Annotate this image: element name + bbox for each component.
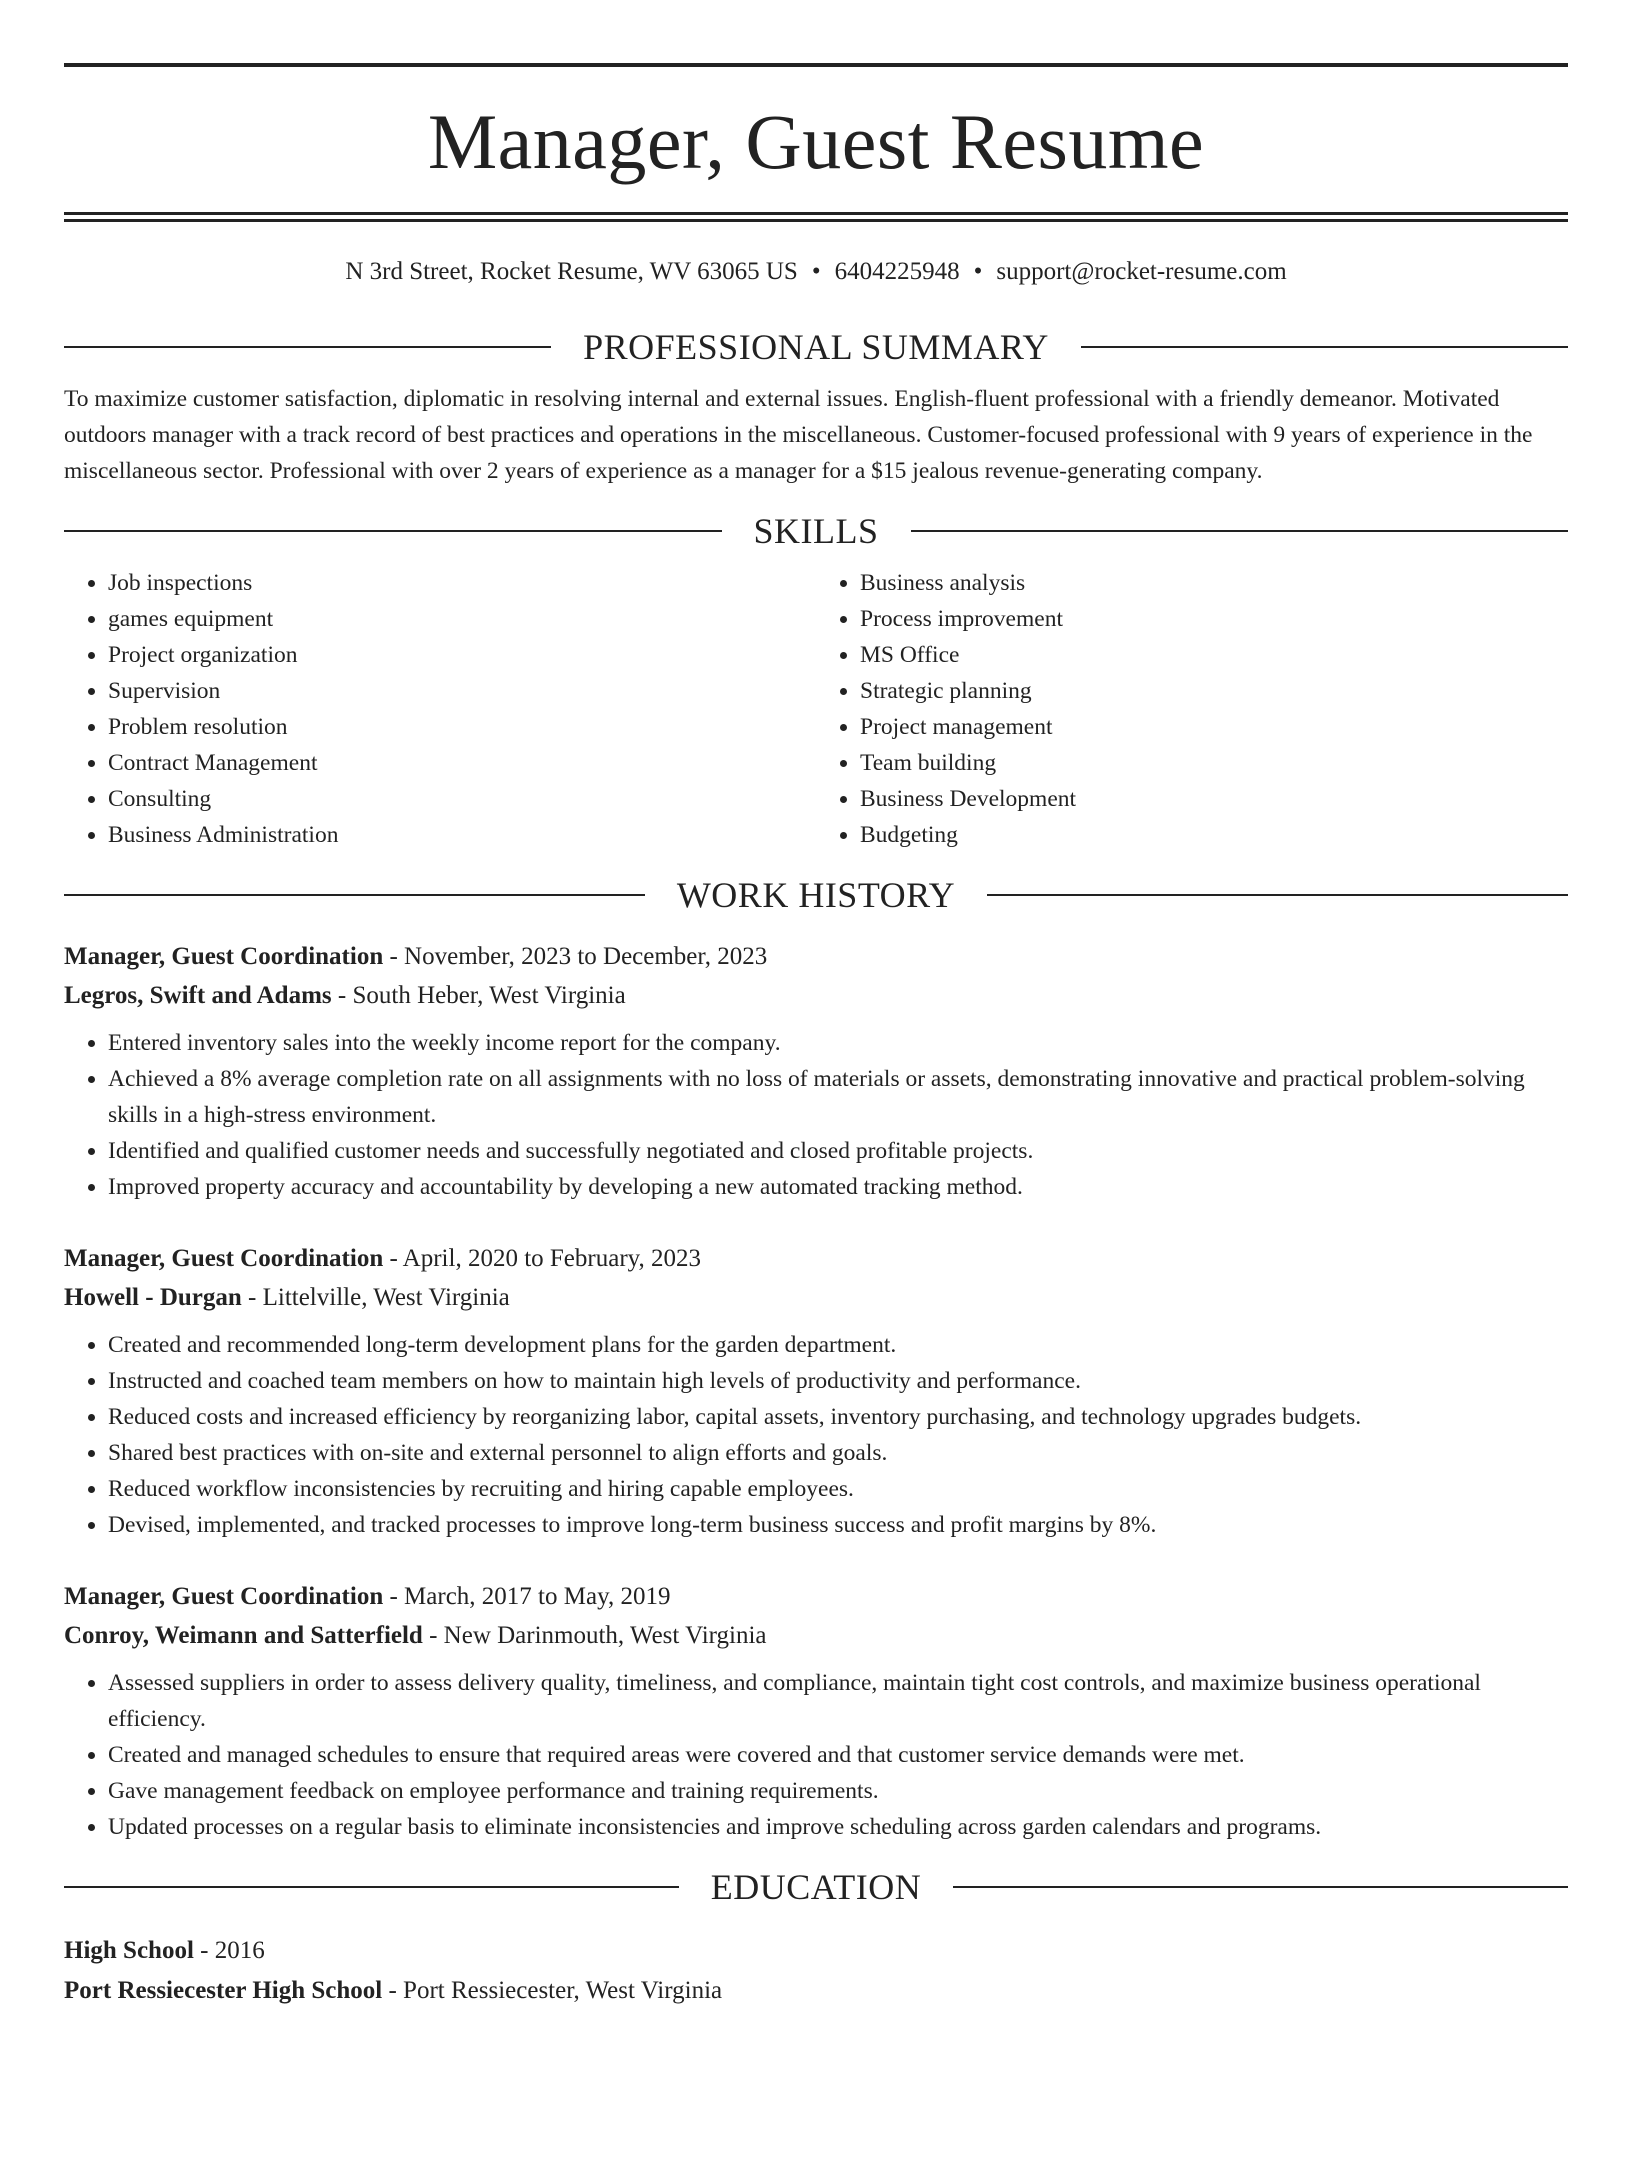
skill-item: • Business analysis bbox=[860, 565, 1568, 601]
contact-separator: • bbox=[811, 258, 821, 285]
job-bullet: • Instructed and coached team members on how to maintain high levels of productivity and performance. bbox=[108, 1363, 1568, 1399]
skill-item: • Consulting bbox=[108, 781, 816, 817]
job-dates: - November, 2023 to December, 2023 bbox=[383, 943, 768, 970]
job-bullet: • Created and managed schedules to ensure that required areas were covered and that customer service demands were met. bbox=[108, 1737, 1568, 1773]
job-entry bbox=[64, 937, 1568, 1205]
contact-phone: 6404225948 bbox=[834, 258, 960, 285]
section-header-work-history bbox=[64, 877, 1568, 913]
section-rule-left bbox=[64, 894, 645, 896]
job-bullet: • Gave management feedback on employee performance and training requirements. bbox=[108, 1773, 1568, 1809]
job-bullet: • Reduced workflow inconsistencies by recruiting and hiring capable employees. bbox=[108, 1471, 1568, 1507]
job-company: Conroy, Weimann and Satterfield bbox=[64, 1622, 423, 1649]
section-title-summary: PROFESSIONAL SUMMARY bbox=[583, 327, 1049, 367]
section-header-education bbox=[64, 1869, 1568, 1905]
job-entry bbox=[64, 1239, 1568, 1543]
job-bullets bbox=[64, 1025, 1568, 1205]
job-title-line bbox=[64, 937, 1568, 976]
contact-email: support@rocket-resume.com bbox=[996, 258, 1287, 285]
section-header-summary bbox=[64, 329, 1568, 365]
contact-line bbox=[64, 257, 1568, 287]
section-rule-left bbox=[64, 1886, 679, 1888]
job-company: Howell - Durgan bbox=[64, 1284, 242, 1311]
section-title-work-history: WORK HISTORY bbox=[676, 875, 956, 915]
skill-item: • Business Administration bbox=[108, 817, 816, 853]
job-bullet: • Improved property accuracy and accountability by developing a new automated tracking method. bbox=[108, 1169, 1568, 1205]
job-company-line bbox=[64, 1616, 1568, 1655]
job-location: - South Heber, West Virginia bbox=[331, 982, 626, 1009]
job-location: - New Darinmouth, West Virginia bbox=[422, 1622, 767, 1649]
job-dates: - April, 2020 to February, 2023 bbox=[383, 1245, 702, 1272]
skill-item: • Supervision bbox=[108, 673, 816, 709]
title-double-rule bbox=[64, 212, 1568, 222]
section-rule-right bbox=[987, 894, 1568, 896]
education-entry bbox=[64, 1931, 1568, 2011]
contact-address: N 3rd Street, Rocket Resume, WV 63065 US bbox=[345, 258, 798, 285]
skill-item: • Strategic planning bbox=[860, 673, 1568, 709]
skill-item: • Business Development bbox=[860, 781, 1568, 817]
skills-column-right bbox=[816, 565, 1568, 853]
skill-item: • Contract Management bbox=[108, 745, 816, 781]
job-bullet: • Shared best practices with on-site and external personnel to align efforts and goals. bbox=[108, 1435, 1568, 1471]
job-bullet: • Devised, implemented, and tracked processes to improve long-term business success and profit margins by 8%. bbox=[108, 1507, 1568, 1543]
job-title-line bbox=[64, 1239, 1568, 1278]
section-title-education: EDUCATION bbox=[710, 1867, 922, 1907]
contact-separator: • bbox=[973, 258, 983, 285]
section-rule-left bbox=[64, 346, 551, 348]
job-bullet: • Updated processes on a regular basis to eliminate inconsistencies and improve scheduling across garden calendars and programs. bbox=[108, 1809, 1568, 1845]
skills-column-left bbox=[64, 565, 816, 853]
summary-text: To maximize customer satisfaction, diplomatic in resolving internal and external issues. English-fluent professional with a friendly demeanor. Motivated outdoors manager with a track record of best practices and operations in the miscellaneous. Customer-focused professional with 9 years of experience in the miscellaneous sector. Professional with over 2 years of experience as a manager for a $15 jealous revenue-generating company. bbox=[64, 386, 1533, 484]
skill-item: • Team building bbox=[860, 745, 1568, 781]
education-school: Port Ressiecester High School bbox=[64, 1977, 383, 2004]
education-school-line bbox=[64, 1971, 1568, 2011]
job-bullet: • Assessed suppliers in order to assess delivery quality, timeliness, and compliance, maintain tight cost controls, and maximize business operational efficiency. bbox=[108, 1665, 1568, 1737]
job-company: Legros, Swift and Adams bbox=[64, 982, 332, 1009]
resume-title: Manager, Guest Resume bbox=[427, 98, 1205, 185]
job-title: Manager, Guest Coordination bbox=[64, 1245, 384, 1272]
resume-page bbox=[0, 63, 1632, 2175]
skill-item: • Problem resolution bbox=[108, 709, 816, 745]
job-bullets bbox=[64, 1327, 1568, 1543]
job-dates: - March, 2017 to May, 2019 bbox=[383, 1583, 671, 1610]
education-year: - 2016 bbox=[193, 1937, 265, 1964]
top-rule bbox=[64, 63, 1568, 67]
section-rule-left bbox=[64, 530, 722, 532]
section-rule-right bbox=[953, 1886, 1568, 1888]
job-location: - Littelville, West Virginia bbox=[241, 1284, 510, 1311]
section-title-skills: SKILLS bbox=[753, 511, 879, 551]
section-header-skills bbox=[64, 513, 1568, 549]
section-rule-right bbox=[911, 530, 1569, 532]
job-entry bbox=[64, 1577, 1568, 1845]
skill-item: • Project organization bbox=[108, 637, 816, 673]
skill-item: • Job inspections bbox=[108, 565, 816, 601]
job-title: Manager, Guest Coordination bbox=[64, 1583, 384, 1610]
skill-item: • games equipment bbox=[108, 601, 816, 637]
education-degree-line bbox=[64, 1931, 1568, 1971]
education-degree: High School bbox=[64, 1937, 194, 1964]
job-company-line bbox=[64, 1278, 1568, 1317]
section-rule-right bbox=[1081, 346, 1568, 348]
job-bullet: • Identified and qualified customer needs and successfully negotiated and closed profitable projects. bbox=[108, 1133, 1568, 1169]
job-bullet: • Created and recommended long-term development plans for the garden department. bbox=[108, 1327, 1568, 1363]
job-bullets bbox=[64, 1665, 1568, 1845]
job-title-line bbox=[64, 1577, 1568, 1616]
skill-item: • MS Office bbox=[860, 637, 1568, 673]
education-location: - Port Ressiecester, West Virginia bbox=[382, 1977, 723, 2004]
job-company-line bbox=[64, 976, 1568, 1015]
job-bullet: • Reduced costs and increased efficiency by reorganizing labor, capital assets, inventory purchasing, and technology upgrades budgets. bbox=[108, 1399, 1568, 1435]
skill-item: • Project management bbox=[860, 709, 1568, 745]
job-title: Manager, Guest Coordination bbox=[64, 943, 384, 970]
job-bullet: • Entered inventory sales into the weekly income report for the company. bbox=[108, 1025, 1568, 1061]
skill-item: • Process improvement bbox=[860, 601, 1568, 637]
skills-grid bbox=[64, 565, 1568, 853]
job-bullet: • Achieved a 8% average completion rate on all assignments with no loss of materials or assets, demonstrating innovative and practical problem-solving skills in a high-stress environment. bbox=[108, 1061, 1568, 1133]
skill-item: • Budgeting bbox=[860, 817, 1568, 853]
